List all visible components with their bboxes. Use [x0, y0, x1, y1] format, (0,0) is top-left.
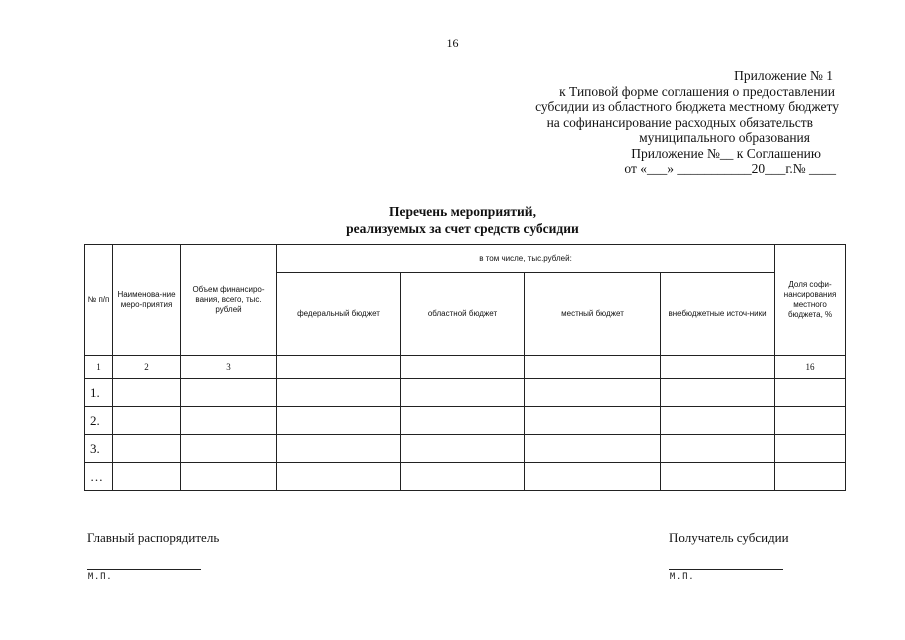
table-row: [85, 435, 846, 463]
subsidy-recipient-signature-line: [669, 569, 783, 570]
table-cell: [113, 463, 181, 491]
table-cell: [181, 435, 277, 463]
row-number: 1.: [85, 379, 113, 407]
appendix-line: субсидии из областного бюджета местному бюджету: [535, 99, 839, 114]
chief-administrator-stamp-mark: М.П.: [88, 572, 113, 582]
appendix-line: к Типовой форме соглашения о предоставлении: [559, 83, 835, 99]
table-cell: [775, 435, 846, 463]
table-cell: [277, 379, 401, 407]
table-cell: [525, 407, 661, 435]
header-num: № п/п: [85, 245, 113, 356]
row-number: 3.: [85, 435, 113, 463]
table-cell: [661, 463, 775, 491]
table-cell: [661, 379, 775, 407]
column-number: [277, 356, 401, 379]
header-regional: областной бюджет: [401, 273, 525, 356]
subsidy-recipient-label: Получатель субсидии: [669, 530, 789, 545]
column-number-row: [85, 356, 846, 379]
table-cell: [113, 435, 181, 463]
table-cell: [401, 463, 525, 491]
column-number: 2: [113, 356, 181, 379]
appendix-line: муниципального образования: [639, 130, 810, 145]
column-number: 16: [775, 356, 846, 379]
table-cell: [401, 379, 525, 407]
header-extra: внебюджетные источ-ники: [661, 273, 775, 356]
table-row: [85, 463, 846, 491]
header-share: Доля софи-нансирования местного бюджета, %: [775, 245, 846, 356]
row-number: 2.: [85, 407, 113, 435]
table-cell: [775, 379, 846, 407]
appendix-block: [425, 68, 845, 177]
row-number: …: [85, 463, 113, 491]
header-name: Наименова-ние меро-приятия: [113, 245, 181, 356]
column-number: [525, 356, 661, 379]
table-cell: [277, 407, 401, 435]
appendix-line: Приложение №__ к Соглашению: [631, 145, 821, 161]
table-cell: [525, 379, 661, 407]
table-cell: [401, 435, 525, 463]
table-cell: [525, 463, 661, 491]
table-cell: [401, 407, 525, 435]
page-number: 16: [446, 36, 459, 50]
header-local: местный бюджет: [525, 273, 661, 356]
table-cell: [181, 407, 277, 435]
subsidy-recipient-stamp-mark: М.П.: [670, 572, 695, 582]
table-row: [85, 379, 846, 407]
table-cell: [113, 379, 181, 407]
table-cell: [181, 463, 277, 491]
header-federal: федеральный бюджет: [277, 273, 401, 356]
activities-table: [84, 244, 846, 491]
table-cell: [277, 435, 401, 463]
appendix-line: Приложение № 1: [734, 68, 833, 83]
column-number: [401, 356, 525, 379]
header-including: в том числе, тыс.рублей:: [277, 245, 775, 273]
chief-administrator-signature-line: [87, 569, 201, 570]
table-cell: [277, 463, 401, 491]
appendix-line: от «___» ___________20___г.№ ____: [624, 161, 836, 176]
title-line: Перечень мероприятий,: [389, 204, 536, 219]
table-cell: [113, 407, 181, 435]
table-cell: [775, 463, 846, 491]
appendix-line: на софинансирование расходных обязательств: [546, 114, 813, 130]
table-cell: [775, 407, 846, 435]
header-volume: Объем финансиро-вания, всего, тыс. рублей: [181, 245, 277, 356]
title-line: реализуемых за счет средств субсидии: [346, 221, 579, 236]
document-title: [0, 203, 905, 237]
table-cell: [661, 435, 775, 463]
table-cell: [525, 435, 661, 463]
chief-administrator-label: Главный распорядитель: [87, 530, 220, 545]
table-cell: [661, 407, 775, 435]
column-number: 3: [181, 356, 277, 379]
table-cell: [181, 379, 277, 407]
column-number: 1: [85, 356, 113, 379]
table-row: [85, 407, 846, 435]
column-number: [661, 356, 775, 379]
